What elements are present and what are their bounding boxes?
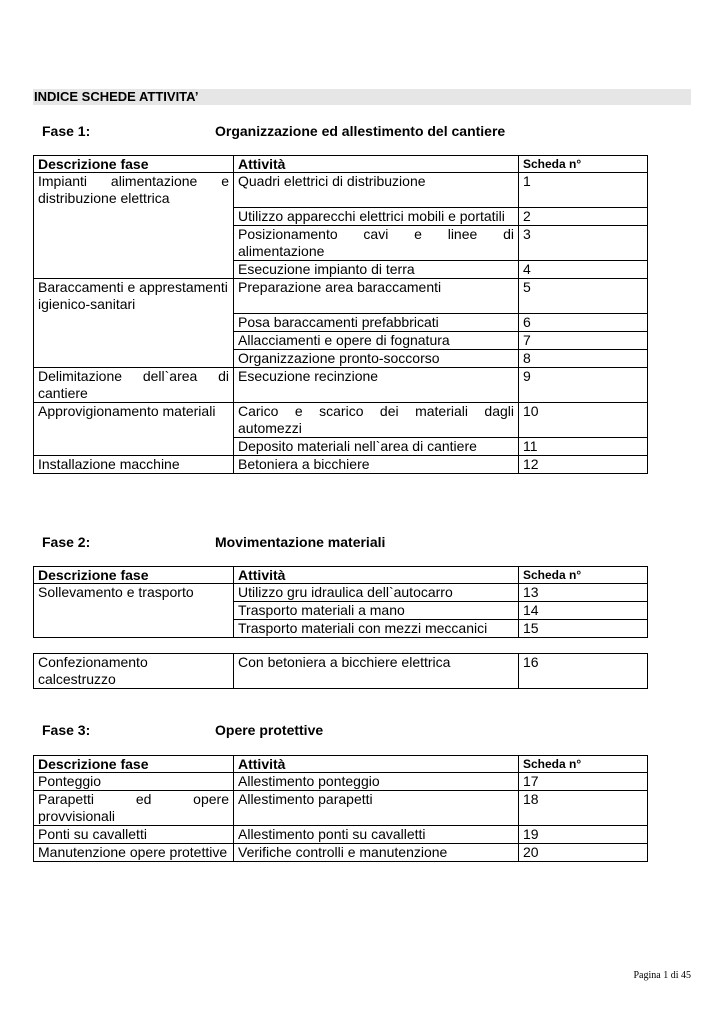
cell-descrizione: Confezionamento calcestruzzo: [34, 654, 234, 689]
cell-scheda: 19: [519, 826, 648, 844]
cell-descrizione: Baraccamenti e apprestamenti igienico-sanitari: [34, 278, 234, 314]
table-header-row: [34, 567, 648, 584]
cell-descrizione: [34, 207, 234, 225]
cell-attivita: Esecuzione recinzione: [234, 368, 519, 403]
cell-scheda: 8: [519, 350, 648, 368]
cell-scheda: 12: [519, 456, 648, 474]
table-row: [34, 225, 648, 260]
cell-attivita: Deposito materiali nell`area di cantiere: [234, 438, 519, 456]
cell-attivita: Organizzazione pronto-soccorso: [234, 350, 519, 368]
fase-2-heading: [42, 534, 386, 550]
table-row: [34, 403, 648, 438]
cell-descrizione: [34, 620, 234, 638]
table-row: [34, 350, 648, 368]
fase-1-table: [33, 155, 648, 474]
table-row: [34, 456, 648, 474]
cell-attivita: Betoniera a bicchiere: [234, 456, 519, 474]
cell-scheda: 17: [519, 773, 648, 791]
cell-attivita: Allestimento ponteggio: [234, 773, 519, 791]
column-header-attivita: Attività: [234, 756, 519, 773]
cell-descrizione: [34, 225, 234, 260]
fase-3-table: [33, 755, 648, 862]
table-row: [34, 438, 648, 456]
cell-scheda: 4: [519, 260, 648, 278]
cell-scheda: 14: [519, 602, 648, 620]
cell-descrizione: Ponti su cavalletti: [34, 826, 234, 844]
cell-descrizione: [34, 314, 234, 332]
cell-attivita: Allestimento parapetti: [234, 791, 519, 826]
column-header-attivita: Attività: [234, 156, 519, 173]
cell-scheda: 15: [519, 620, 648, 638]
cell-descrizione: [34, 260, 234, 278]
column-header-scheda: Scheda n°: [519, 156, 648, 173]
cell-descrizione: Manutenzione opere protettive: [34, 844, 234, 862]
fase-2-table: [33, 566, 648, 638]
fase-2-extra-table: [33, 653, 648, 689]
column-header-attivita: Attività: [234, 567, 519, 584]
fase-3-title: Opere protettive: [215, 722, 324, 738]
fase-1-title: Organizzazione ed allestimento del cantiere: [215, 123, 506, 139]
cell-attivita: Quadri elettrici di distribuzione: [234, 173, 519, 208]
column-header-descrizione: Descrizione fase: [34, 567, 234, 584]
fase-2-label: Fase 2:: [42, 534, 91, 550]
cell-attivita: Esecuzione impianto di terra: [234, 260, 519, 278]
column-header-descrizione: Descrizione fase: [34, 156, 234, 173]
fase-1-heading: [42, 123, 506, 139]
cell-scheda: 10: [519, 403, 648, 438]
table-row: [34, 773, 648, 791]
cell-scheda: 2: [519, 207, 648, 225]
table-row: [34, 173, 648, 208]
table-row: [34, 791, 648, 826]
cell-descrizione: Parapetti ed opere provvisionali: [34, 791, 234, 826]
document-title: INDICE SCHEDE ATTIVITA’: [33, 89, 691, 105]
column-header-scheda: Scheda n°: [519, 567, 648, 584]
table-row: [34, 332, 648, 350]
cell-scheda: 5: [519, 278, 648, 314]
cell-attivita: Allestimento ponti su cavalletti: [234, 826, 519, 844]
fase-3-label: Fase 3:: [42, 722, 91, 738]
cell-attivita: Trasporto materiali con mezzi meccanici: [234, 620, 519, 638]
cell-scheda: 18: [519, 791, 648, 826]
cell-descrizione: Approvigionamento materiali: [34, 403, 234, 438]
cell-scheda: 7: [519, 332, 648, 350]
fase-2-title: Movimentazione materiali: [215, 534, 386, 550]
page-number: Pagina 1 di 45: [633, 970, 691, 981]
table-row: [34, 826, 648, 844]
table-row: [34, 602, 648, 620]
cell-scheda: 16: [519, 654, 648, 689]
cell-scheda: 6: [519, 314, 648, 332]
cell-attivita: Con betoniera a bicchiere elettrica: [234, 654, 519, 689]
table-row: [34, 654, 648, 689]
cell-scheda: 20: [519, 844, 648, 862]
cell-attivita: Verifiche controlli e manutenzione: [234, 844, 519, 862]
cell-descrizione: Ponteggio: [34, 773, 234, 791]
cell-attivita: Carico e scarico dei materiali dagli automezzi: [234, 403, 519, 438]
cell-descrizione: [34, 332, 234, 350]
cell-descrizione: [34, 438, 234, 456]
table-row: [34, 207, 648, 225]
cell-attivita: Utilizzo gru idraulica dell`autocarro: [234, 584, 519, 602]
table-row: [34, 368, 648, 403]
cell-descrizione: Impianti alimentazione e distribuzione elettrica: [34, 173, 234, 208]
fase-3-heading: [42, 722, 324, 738]
table-row: [34, 584, 648, 602]
cell-scheda: 9: [519, 368, 648, 403]
cell-attivita: Posizionamento cavi e linee di alimentazione: [234, 225, 519, 260]
cell-descrizione: [34, 350, 234, 368]
table-header-row: [34, 156, 648, 173]
cell-scheda: 1: [519, 173, 648, 208]
cell-attivita: Allacciamenti e opere di fognatura: [234, 332, 519, 350]
cell-descrizione: Delimitazione dell`area di cantiere: [34, 368, 234, 403]
cell-descrizione: [34, 602, 234, 620]
cell-attivita: Trasporto materiali a mano: [234, 602, 519, 620]
cell-scheda: 11: [519, 438, 648, 456]
column-header-scheda: Scheda n°: [519, 756, 648, 773]
cell-attivita: Posa baraccamenti prefabbricati: [234, 314, 519, 332]
table-row: [34, 260, 648, 278]
cell-scheda: 3: [519, 225, 648, 260]
table-row: [34, 844, 648, 862]
cell-scheda: 13: [519, 584, 648, 602]
cell-attivita: Preparazione area baraccamenti: [234, 278, 519, 314]
cell-attivita: Utilizzo apparecchi elettrici mobili e portatili: [234, 207, 519, 225]
cell-descrizione: Sollevamento e trasporto: [34, 584, 234, 602]
table-row: [34, 620, 648, 638]
fase-1-label: Fase 1:: [42, 123, 91, 139]
table-row: [34, 278, 648, 314]
cell-descrizione: Installazione macchine: [34, 456, 234, 474]
table-header-row: [34, 756, 648, 773]
table-row: [34, 314, 648, 332]
column-header-descrizione: Descrizione fase: [34, 756, 234, 773]
